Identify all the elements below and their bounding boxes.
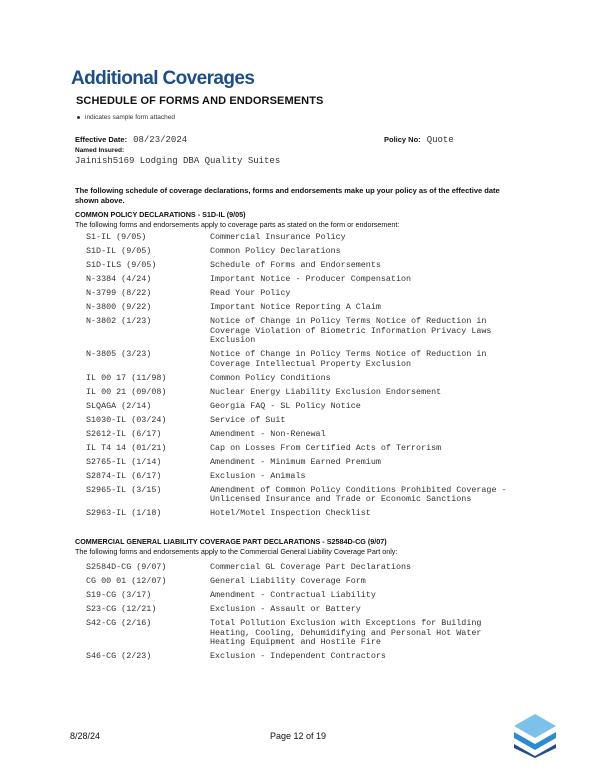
- form-code: S2963-IL (1/18): [86, 508, 162, 518]
- form-code: N-3384 (4/24): [86, 274, 152, 284]
- form-row: [86, 591, 516, 601]
- form-row: [86, 619, 516, 648]
- form-code: S1030-IL (03/24): [86, 414, 167, 425]
- form-row: [86, 303, 516, 313]
- form-row: [86, 388, 516, 398]
- form-description: General Liability Coverage Form: [210, 576, 366, 586]
- form-row: [86, 486, 516, 505]
- form-code: S1D-ILS (9/05): [86, 260, 157, 270]
- form-code: N-3805 (3/23): [86, 349, 152, 359]
- company-logo-icon: [512, 712, 558, 758]
- form-code: N-3800 (9/22): [86, 302, 152, 312]
- form-description: Schedule of Forms and Endorsements: [210, 260, 381, 270]
- form-row: [86, 652, 516, 662]
- form-description: Service of Suit: [210, 414, 286, 425]
- form-code: IL T4 14 (01/21): [86, 442, 167, 453]
- cgl-section-desc: The following forms and endorsements apply to the Commercial General Liability Coverage Part only:: [75, 547, 398, 556]
- form-description: Notice of Change in Policy Terms Notice of Reduction in Coverage Intellectual Property Exclusion: [210, 349, 487, 369]
- footer-date: 8/28/24: [70, 731, 101, 741]
- form-code: N-3802 (1/23): [86, 316, 152, 326]
- form-row: [86, 472, 516, 482]
- form-code: S1-IL (9/05): [86, 232, 147, 242]
- form-code: S2965-IL (3/15): [86, 484, 162, 495]
- form-description: Important Notice - Producer Compensation: [210, 274, 412, 284]
- form-row: [86, 261, 516, 271]
- form-description: Common Policy Conditions: [210, 372, 331, 383]
- form-code: IL 00 21 (09/08): [86, 386, 167, 397]
- form-row: [86, 275, 516, 285]
- schedule-title: SCHEDULE OF FORMS AND ENDORSEMENTS: [76, 95, 324, 107]
- policy-number-label: Policy No:: [384, 135, 421, 144]
- form-row: [86, 509, 516, 519]
- cgl-section-title: COMMERCIAL GENERAL LIABILITY COVERAGE PART DECLARATIONS - S2584D-CG (9/07): [75, 537, 387, 546]
- form-row: [86, 430, 516, 440]
- form-description: Commercial Insurance Policy: [210, 232, 346, 242]
- form-row: [86, 458, 516, 468]
- form-description: Notice of Change in Policy Terms Notice of Reduction in Coverage Violation of Biometric Information Privacy Laws Exclusion: [210, 316, 492, 345]
- form-description: Cap on Losses From Certified Acts of Terrorism: [210, 442, 442, 453]
- form-description: Important Notice Reporting A Claim: [210, 302, 381, 312]
- form-code: CG 00 01 (12/07): [86, 576, 167, 586]
- form-code: S2874-IL (6/17): [86, 470, 162, 481]
- form-row: [86, 444, 516, 454]
- policy-number-value: Quote: [426, 135, 454, 145]
- common-forms-list: [86, 233, 516, 523]
- policy-number-row: [384, 135, 454, 145]
- form-row: [86, 233, 516, 243]
- form-code: S23-CG (12/21): [86, 604, 157, 614]
- form-code: S19-CG (3/17): [86, 590, 152, 600]
- footer-page-number: Page 12 of 19: [270, 731, 327, 741]
- bullet-icon: [77, 116, 80, 119]
- form-row: [86, 563, 516, 573]
- form-description: Exclusion - Assault or Battery: [210, 604, 361, 614]
- legend-text: indicates sample form attached: [85, 114, 175, 121]
- form-code: S1D-IL (9/05): [86, 246, 152, 256]
- form-row: [86, 317, 516, 346]
- form-row: [86, 416, 516, 426]
- form-description: Read Your Policy: [210, 288, 291, 298]
- effective-date-label: Effective Date:: [75, 135, 128, 144]
- form-row: [86, 402, 516, 412]
- form-description: Amendment - Minimum Earned Premium: [210, 456, 381, 467]
- form-description: Total Pollution Exclusion with Exceptions for Building Heating, Cooling, Dehumidifying and Personal Hot Water Heating Equipment and Hostile Fire: [210, 618, 482, 647]
- page-title: Additional Coverages: [71, 68, 255, 89]
- form-code: S2584D-CG (9/07): [86, 562, 167, 572]
- form-code: N-3799 (8/22): [86, 288, 152, 298]
- form-row: [86, 605, 516, 615]
- form-row: [86, 374, 516, 384]
- named-insured-label: Named Insured:: [75, 147, 125, 154]
- form-code: S2612-IL (6/17): [86, 428, 162, 439]
- form-row: [86, 350, 516, 369]
- form-description: Amendment - Contractual Liability: [210, 590, 376, 600]
- named-insured-value: Jainish5169 Lodging DBA Quality Suites: [75, 156, 281, 166]
- form-description: Amendment - Non-Renewal: [210, 428, 326, 439]
- form-description: Georgia FAQ - SL Policy Notice: [210, 400, 361, 411]
- form-code: S2765-IL (1/14): [86, 456, 162, 467]
- form-description: Exclusion - Independent Contractors: [210, 651, 386, 661]
- form-row: [86, 577, 516, 587]
- form-row: [86, 289, 516, 299]
- form-description: Common Policy Declarations: [210, 246, 341, 256]
- form-code: S42-CG (2/16): [86, 618, 152, 628]
- form-code: IL 00 17 (11/98): [86, 372, 167, 383]
- form-code: S46-CG (2/23): [86, 651, 152, 661]
- common-section-desc: The following forms and endorsements apply to coverage parts as stated on the form or endorsement:: [75, 220, 400, 229]
- effective-date-row: [75, 135, 187, 145]
- form-description: Exclusion - Animals: [210, 470, 306, 481]
- form-description: Nuclear Energy Liability Exclusion Endorsement: [210, 386, 442, 397]
- form-description: Commercial GL Coverage Part Declarations: [210, 562, 412, 572]
- form-row: [86, 247, 516, 257]
- form-description: Amendment of Common Policy Conditions Prohibited Coverage - Unlicensed Insurance and Trade or Economic Sanctions: [210, 484, 507, 504]
- common-section-title: COMMON POLICY DECLARATIONS - S1D-IL (9/05): [75, 210, 246, 219]
- effective-date-value: 08/23/2024: [133, 135, 188, 145]
- cgl-forms-list: [86, 563, 516, 666]
- form-description: Hotel/Motel Inspection Checklist: [210, 508, 371, 518]
- intro-text: The following schedule of coverage declarations, forms and endorsements make up your policy as of the effective date shown above.: [75, 186, 500, 205]
- legend: [77, 114, 175, 121]
- form-code: SLQAGA (2/14): [86, 400, 152, 411]
